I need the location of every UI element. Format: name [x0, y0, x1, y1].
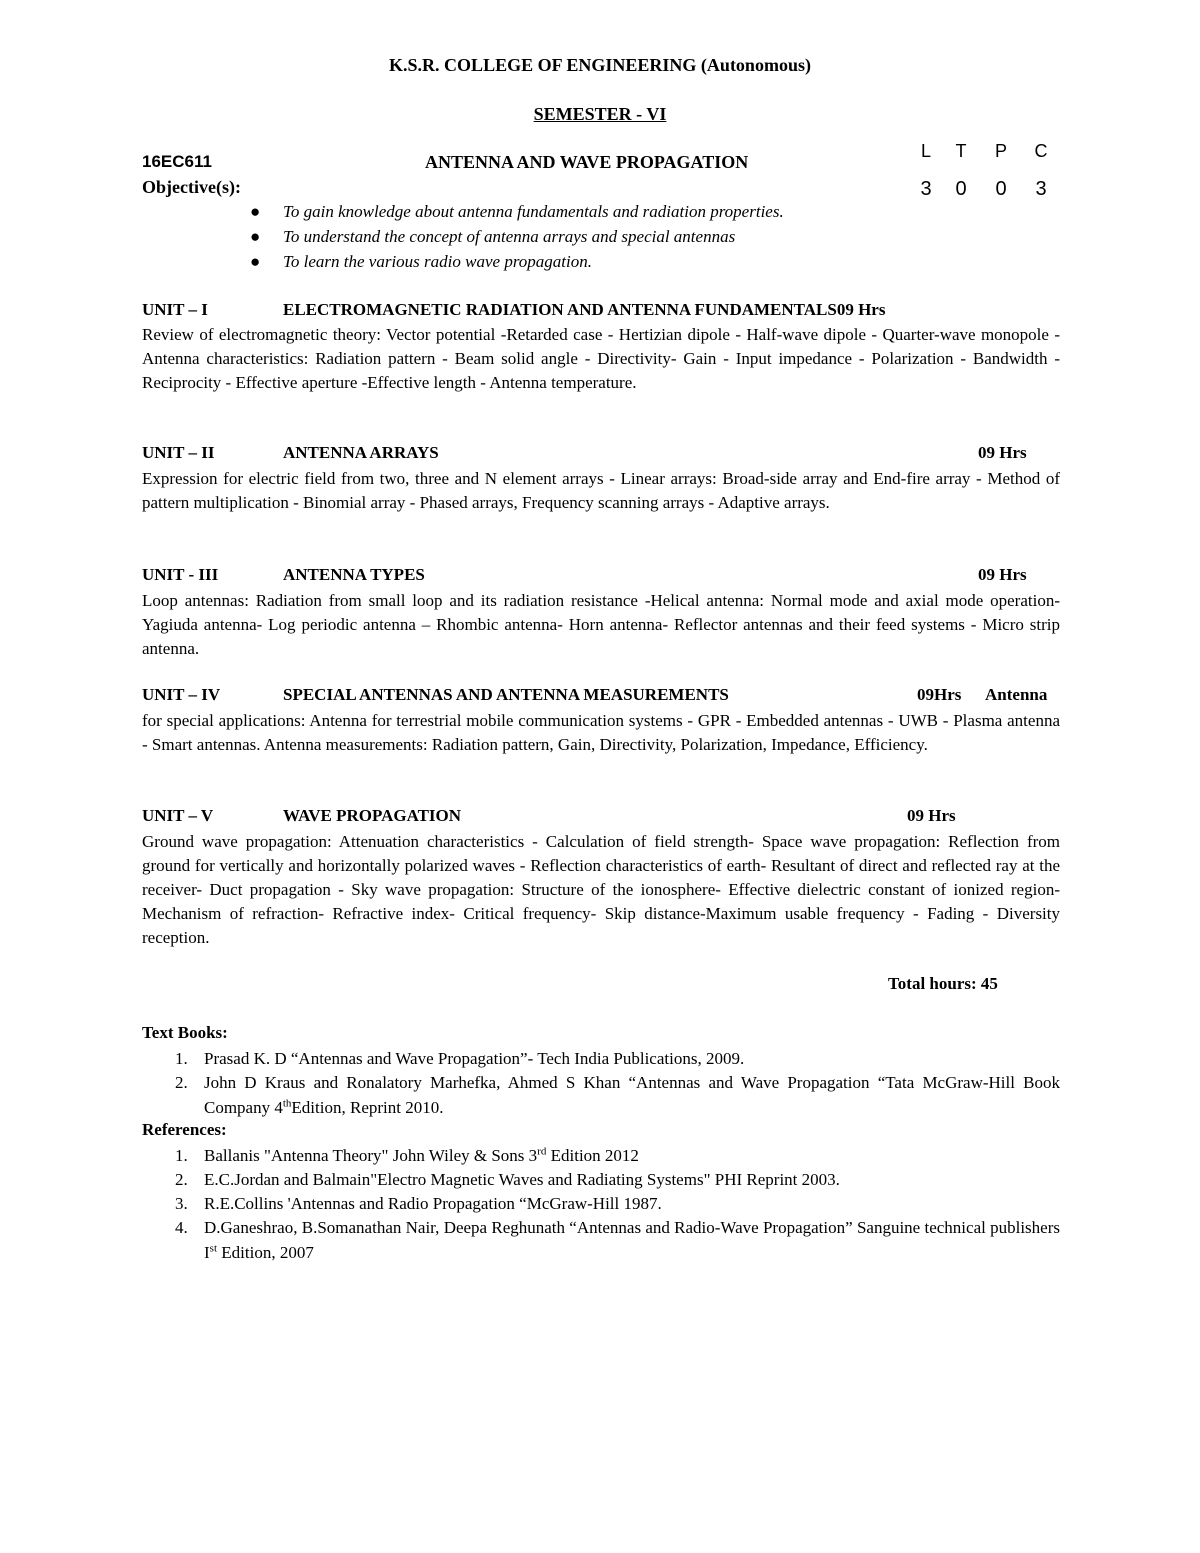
ltpc-label-t: T: [955, 141, 967, 161]
reference-item: 4. D.Ganeshrao, B.Somanathan Nair, Deepa Reghunath “Antennas and Radio-Wave Propagation” Sanguine technical publishers Ist Edition, 2007: [175, 1218, 1060, 1262]
unit-3-title: ANTENNA TYPES: [283, 565, 425, 584]
bullet-icon: ●: [250, 252, 261, 271]
text-book-item: 1. Prasad K. D “Antennas and Wave Propagation”- Tech India Publications, 2009.: [175, 1049, 745, 1068]
ltpc-value-l: 3: [920, 178, 932, 200]
text-book-item: 2. John D Kraus and Ronalatory Marhefka, Ahmed S Khan “Antennas and Wave Propagation “Tata McGraw-Hill Book Company 4thEdition, Reprint 2010.: [175, 1073, 1060, 1117]
course-title: ANTENNA AND WAVE PROPAGATION: [425, 152, 749, 172]
unit-5-title: WAVE PROPAGATION: [283, 806, 462, 825]
ltpc-label-c: C: [1034, 141, 1048, 161]
ltpc-value-c: 3: [1035, 178, 1047, 200]
semester-heading: SEMESTER - VI: [533, 104, 667, 124]
ltpc-value-t: 0: [955, 178, 967, 200]
unit-1-title: ELECTROMAGNETIC RADIATION AND ANTENNA FUNDAMENTALS09 Hrs: [283, 300, 886, 319]
reference-item: 3. R.E.Collins 'Antennas and Radio Propagation “McGraw-Hill 1987.: [175, 1194, 662, 1213]
unit-1-hours: 09 Hrs: [836, 300, 886, 319]
objective-item: ● To understand the concept of antenna arrays and special antennas: [250, 227, 736, 246]
objectives-heading: Objective(s):: [142, 177, 241, 197]
unit-3-hours: 09 Hrs: [978, 565, 1027, 584]
unit-5-hours: 09 Hrs: [907, 806, 956, 825]
unit-2-body: Expression for electric field from two, three and N element arrays - Linear arrays: Broad-side array and End-fire array - Method of pattern multiplication - Binomial array - Phased arrays, Frequency scanning arrays - Adaptive arrays.: [142, 469, 1060, 512]
unit-4-body: for special applications: Antenna for terrestrial mobile communication systems - GPR - Embedded antennas - UWB - Plasma antenna - Smart antennas. Antenna measurements: Radiation pattern, Gain, Directivity, Polarization, Impedance, Efficiency.: [142, 711, 1060, 754]
bullet-icon: ●: [250, 202, 261, 221]
unit-1-label: UNIT – I: [142, 300, 208, 319]
unit-2-hours: 09 Hrs: [978, 443, 1027, 462]
unit-2-label: UNIT – II: [142, 443, 215, 462]
ltpc-value-p: 0: [995, 178, 1007, 200]
unit-3-label: UNIT - III: [142, 565, 219, 584]
reference-item: 1. Ballanis "Antenna Theory" John Wiley & Sons 3rd Edition 2012: [175, 1145, 639, 1165]
unit-4-label: UNIT – IV: [142, 685, 221, 704]
unit-4-hours: 09Hrs: [917, 685, 962, 704]
unit-4-title: SPECIAL ANTENNAS AND ANTENNA MEASUREMENTS: [283, 685, 729, 704]
total-hours: Total hours: 45: [888, 974, 998, 993]
unit-4-body-lead: Antenna: [985, 685, 1048, 704]
references-heading: References:: [142, 1120, 227, 1139]
course-code: 16EC611: [142, 152, 212, 171]
text-books-heading: Text Books:: [142, 1023, 228, 1042]
reference-item: 2. E.C.Jordan and Balmain"Electro Magnetic Waves and Radiating Systems" PHI Reprint 2003.: [175, 1170, 840, 1189]
ltpc-label-p: P: [994, 141, 1007, 161]
unit-3-body: Loop antennas: Radiation from small loop and its radiation resistance -Helical antenna: Normal mode and axial mode operation-Yagiuda antenna- Log periodic antenna – Rhombic antenna- Horn antenna- Reflector antennas and their feed systems - Micro strip antenna.: [142, 591, 1060, 658]
unit-5-body: Ground wave propagation: Attenuation characteristics - Calculation of field strength- Space wave propagation: Reflection from ground for vertically and horizontally polarized waves - Reflection characteristics of earth- Resultant of direct and reflected ray at the receiver- Duct propagation - Sky wave propagation: Structure of the ionosphere- Effective dielectric constant of ionized region- Mechanism of refraction- Refractive index- Critical frequency- Skip distance-Maximum usable frequency - Fading - Diversity reception.: [142, 832, 1060, 947]
unit-2-title: ANTENNA ARRAYS: [283, 443, 439, 462]
unit-5-label: UNIT – V: [142, 806, 214, 825]
objective-item: ● To gain knowledge about antenna fundamentals and radiation properties.: [250, 202, 784, 221]
unit-1-body: Review of electromagnetic theory: Vector potential -Retarded case - Hertizian dipole - Half-wave dipole - Quarter-wave monopole - Antenna characteristics: Radiation pattern - Beam solid angle - Directivity- Gain - Input impedance - Polarization - Bandwidth - Reciprocity - Effective aperture -Effective length - Antenna temperature.: [142, 325, 1060, 392]
college-name: K.S.R. COLLEGE OF ENGINEERING (Autonomous): [389, 55, 811, 75]
objective-item: ● To learn the various radio wave propagation.: [250, 252, 592, 271]
bullet-icon: ●: [250, 227, 261, 246]
ltpc-label-l: L: [920, 141, 931, 161]
